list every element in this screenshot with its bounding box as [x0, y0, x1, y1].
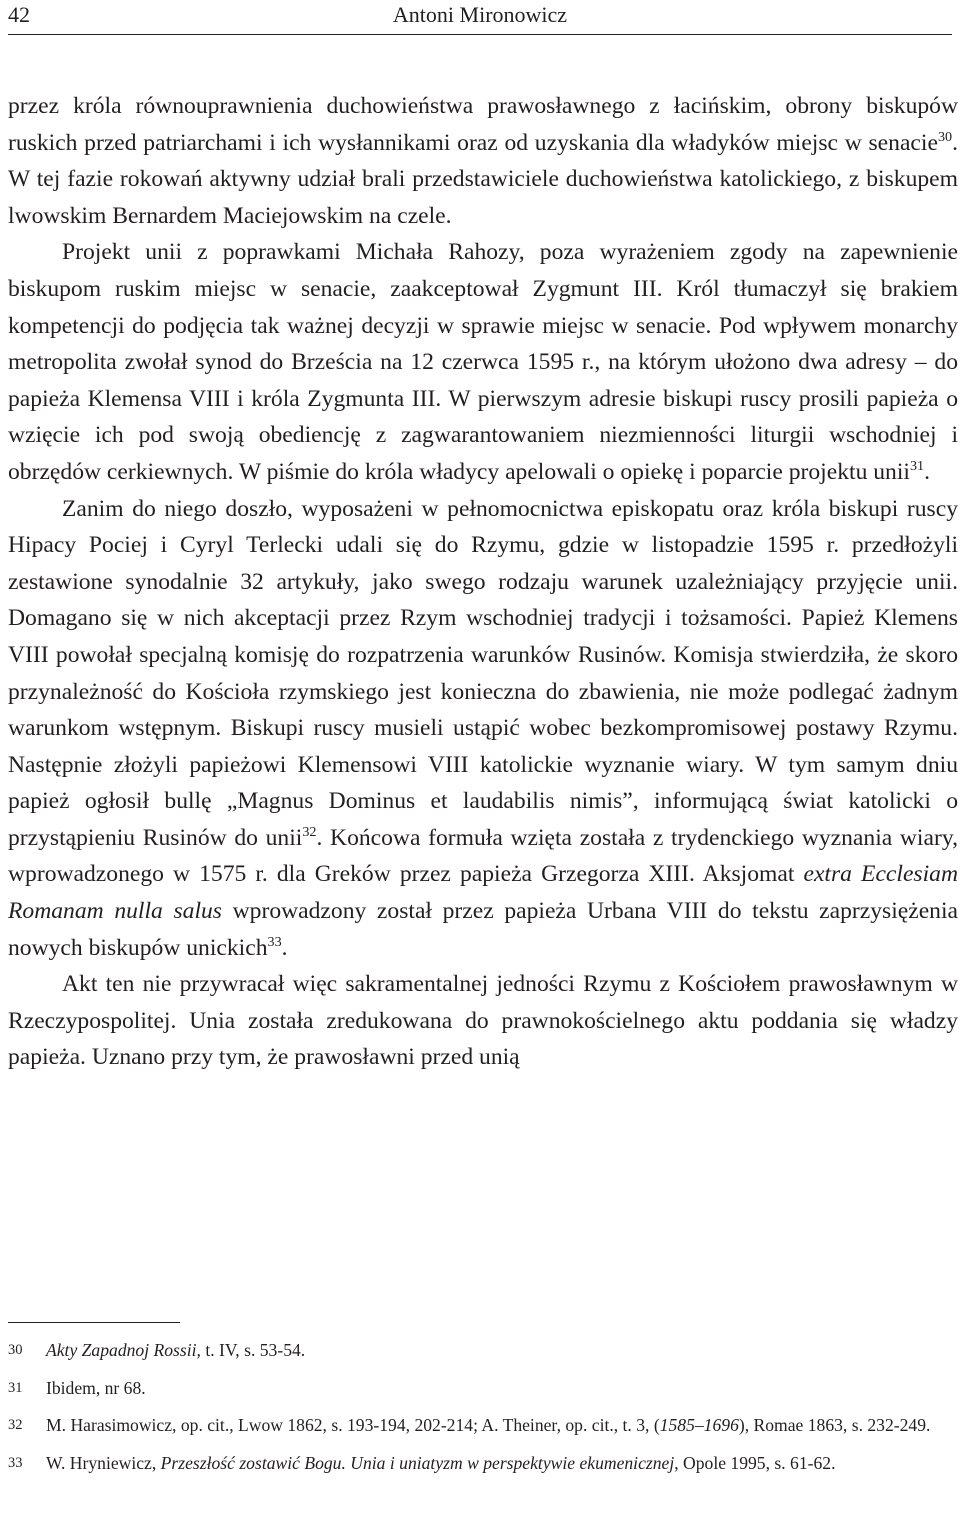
paragraph-2: [8, 234, 958, 490]
footnote-text: [46, 1338, 958, 1364]
footnote-ref-31[interactable]: 31: [909, 458, 925, 475]
paragraph-text: . Końcowa formuła wzięta została z trydenckiego wyznania wiary, wprowadzonego w 1575 r. dla Greków przez papieża Grzegorza XIII. Aksjomat: [8, 824, 958, 888]
footnote-citation: W. Hryniewicz,: [46, 1452, 161, 1473]
footnote-title: 1585–1696: [659, 1415, 739, 1436]
footnote-ref-30[interactable]: 30: [937, 128, 953, 145]
paragraph-text: .: [924, 458, 931, 485]
body-text: [8, 88, 958, 1076]
footnote-text: [46, 1451, 958, 1477]
footnote-citation: t. IV, s. 53-54.: [200, 1340, 306, 1360]
paragraph-text: wprowadzony został przez papieża Urbana VIII do tekstu zaprzysiężenia nowych biskupów unickich: [8, 898, 958, 961]
header-rule: [8, 34, 952, 35]
page-header: [8, 0, 952, 30]
footnote-33: [8, 1451, 958, 1477]
footnote-ref-32[interactable]: 32: [302, 824, 317, 841]
footnotes: [8, 1338, 958, 1488]
footnote-citation: ), Romae 1863, s. 232-249.: [738, 1415, 931, 1436]
latin-axiom: extra Ecclesiam Romanam nulla salus: [8, 861, 958, 925]
footnote-31: [8, 1376, 958, 1402]
paragraph-text: Akt ten nie przywracał więc sakramentalnej jedności Rzymu z Kościołem prawosławnym w Rzeczypospolitej. Unia została zredukowana do prawnokościelnego aktu poddania się władzy papieża. Uznano przy tym, że prawosławni przed unią: [8, 971, 958, 1071]
footnote-text: [46, 1413, 958, 1439]
footnote-30: [8, 1338, 958, 1364]
footnote-number: 33: [8, 1454, 23, 1471]
footnote-text: Ibidem, nr 68.: [46, 1377, 146, 1398]
paragraph-text: przez króla równouprawnienia duchowieństwa prawosławnego z łacińskim, obrony biskupów ruskich przed patriarchami i ich wysłannikami oraz od uzyskania dla władyków miejsc w senacie: [8, 93, 958, 156]
footnote-title: Przeszłość zostawić Bogu. Unia i uniatyzm w perspektywie ekumenicznej: [160, 1452, 675, 1473]
footnote-32: [8, 1413, 958, 1439]
page-number: 42: [8, 2, 30, 27]
paragraph-text: .: [281, 934, 288, 961]
footnote-citation: M. Harasimowicz, op. cit., Lwow 1862, s. 193-194, 202-214; A. Theiner, op. cit., t. 3, (: [46, 1415, 660, 1436]
paragraph-3: [8, 491, 958, 967]
footnote-number: 30: [8, 1342, 23, 1358]
footnote-number: 31: [8, 1379, 23, 1396]
paragraph-text: Projekt unii z poprawkami Michała Rahozy, poza wyrażeniem zgody na zapewnienie biskupom ruskim miejsc w senacie, zaakceptował Zygmunt III. Król tłumaczył się brakiem kompetencji do podjęcia tak ważnej decyzji w sprawie miejsc w senacie. Pod wpływem monarchy metropolita zwołał synod do Brześcia na 12 czerwca 1595 r., na którym ułożono dwa adresy – do papieża Klemensa VIII i króla Zygmunta III. W pierwszym adresie biskupi ruscy prosili papieża o wzięcie ich pod swoją obediencję z zagwarantowaniem niezmienności liturgii wschodniej i obrzędów cerkiewnych. W piśmie do króla władycy apelowali o opiekę i poparcie projektu unii: [8, 239, 958, 485]
footnote-number: 32: [8, 1417, 23, 1434]
paragraph-text: . W tej fazie rokowań aktywny udział brali przedstawiciele duchowieństwa katolickiego, z biskupem lwowskim Bernardem Maciejowskim na czele.: [8, 129, 958, 229]
footnote-citation: , Opole 1995, s. 61-62.: [674, 1452, 836, 1473]
footnote-title: Akty Zapadnoj Rossii,: [46, 1340, 201, 1360]
footnote-ref-33[interactable]: 33: [267, 933, 282, 950]
paragraph-text: Zanim do niego doszło, wyposażeni w pełnomocnictwa episkopatu oraz króla biskupi ruscy Hipacy Pociej i Cyryl Terlecki udali się do Rzymu, gdzie w listopadzie 1595 r. przedłożyli zestawione synodalnie 32 artykuły, jako swego rodzaju warunek uzależniający przyjęcie unii. Domagano się w nich akceptacji przez Rzym wschodniej tradycji i tożsamości. Papież Klemens VIII powołał specjalną komisję do rozpatrzenia warunków Rusinów. Komisja stwierdziła, że skoro przynależność do Kościoła rzymskiego jest konieczna do zbawienia, nie może podlegać żadnym warunkom wstępnym. Biskupi ruscy musieli ustąpić wobec bezkompromisowej postawy Rzymu. Następnie złożyli papieżowi Klemensowi VIII katolickie wyznanie wiary. W tym samym dniu papież ogłosił bullę „Magnus Dominus et laudabilis nimis”, informującą świat katolicki o przystąpieniu Rusinów do unii: [8, 495, 958, 851]
paragraph-1: [8, 88, 958, 234]
footnote-rule: [8, 1322, 180, 1323]
paragraph-4: [8, 966, 958, 1076]
running-title: Antoni Mironowicz: [392, 2, 568, 27]
